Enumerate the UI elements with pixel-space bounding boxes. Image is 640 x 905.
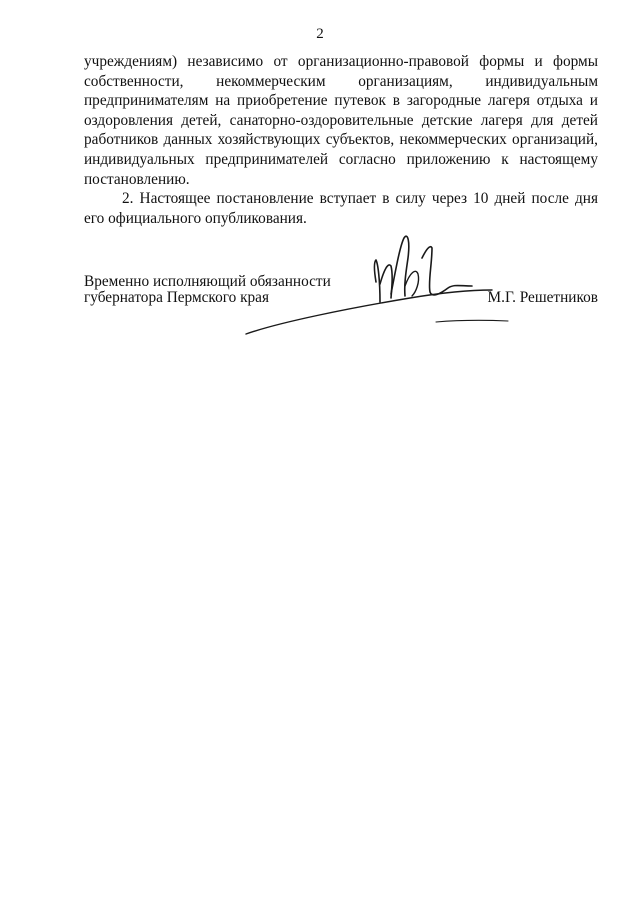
signatory-name: М.Г. Решетников: [487, 289, 598, 306]
signatory-title-line-2: губернатора Пермского края: [84, 289, 270, 306]
paragraph-continuation: учреждениям) независимо от организационно-правовой формы и формы собственности, некоммерческим организациям, индивидуальным предпринимателям на приобретение путевок в загородные лагеря отдыха и оздоровления детей, санаторно-оздоровительные детские лагеря для детей работников данных хозяйствующих субъектов, некоммерческих организаций, индивидуальных предпринимателей согласно приложению к настоящему постановлению.: [84, 53, 598, 188]
signatory-title: [84, 274, 331, 306]
signatory-title-line-1: Временно исполняющий обязанности: [84, 273, 331, 290]
document-body: [84, 52, 598, 228]
page-number: 2: [316, 26, 324, 42]
paragraph-effective-date: 2. Настоящее постановление вступает в силу через 10 дней после дня его официального опубликования.: [84, 190, 598, 227]
